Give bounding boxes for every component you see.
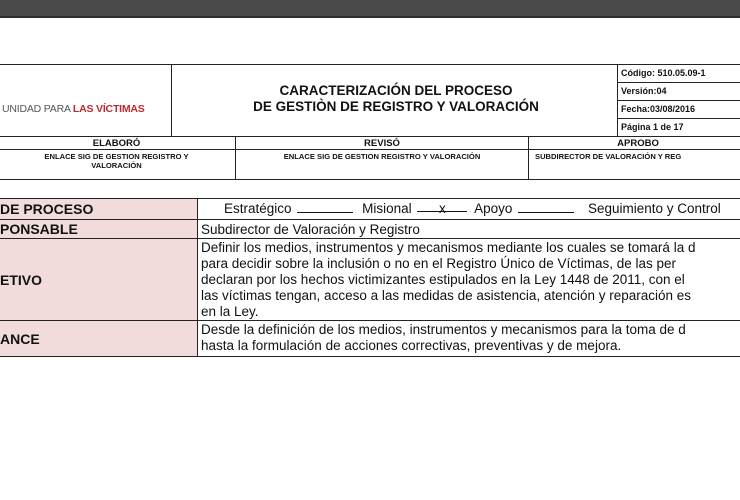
reviso-label: REVISÓ (364, 138, 400, 149)
objetivo-line-3: declaran por los hechos victimizantes estipulados en la Ley 1448 de 2011, con el (201, 272, 685, 287)
tipo-proceso-label: DE PROCESO (0, 198, 198, 220)
alcance-label: ANCE (0, 320, 198, 357)
logo-text-unidad: UNIDAD PARA (2, 103, 73, 115)
reviso-value: ENLACE SIG DE GESTION REGISTRO Y VALORACIÓN (283, 152, 481, 161)
document-title (175, 83, 617, 115)
aprobo-label: APROBO (617, 138, 659, 149)
pagina-cell: Página 1 de 17 (617, 118, 740, 137)
objetivo-line-4: las víctimas tengan, acceso a las medidas de asistencia, atención y reparación es (201, 288, 692, 303)
elaboro-cell (0, 136, 236, 180)
misional-blank (417, 199, 467, 216)
apoyo-blank (518, 200, 574, 213)
document-title-line-2: DE GESTIÒN DE REGISTRO Y VALORACIÓN (253, 99, 539, 114)
option-misional: Misional (362, 201, 412, 216)
elaboro-label: ELABORÓ (92, 138, 141, 149)
elaboro-value-line-2: VALORACIÓN (91, 161, 142, 170)
elaboro-value-line-1: ENLACE SIG DE GESTION REGISTRO Y (44, 152, 189, 161)
unidad-victimas-logo (2, 103, 145, 115)
fecha-cell: Fecha:03/08/2016 (617, 100, 740, 119)
tipo-proceso-options (197, 198, 740, 220)
responsable-value: Subdirector de Valoración y Registro (197, 219, 740, 239)
document-title-line-1: CARACTERIZACIÓN DEL PROCESO (279, 83, 513, 98)
objetivo-line-2: para decidir sobre la inclusión o no en el Registro Único de Víctimas, de las per (201, 256, 676, 271)
aprobo-value: SUBDIRECTOR DE VALORACIÓN Y REG (535, 152, 682, 161)
option-estrategico: Estratégico (224, 201, 292, 216)
misional-mark: x (439, 201, 446, 216)
reviso-cell (235, 136, 529, 180)
aprobo-cell (528, 136, 740, 180)
alcance-line-2: hasta la formulación de acciones correctivas, preventivas y de mejora. (201, 338, 622, 353)
viewer-top-bar (0, 0, 740, 18)
option-apoyo: Apoyo (474, 201, 513, 216)
option-seguimiento: Seguimiento y Control (587, 201, 721, 216)
alcance-value (197, 320, 740, 357)
responsable-label: PONSABLE (0, 219, 198, 239)
header-logo-cell (0, 64, 172, 137)
logo-text-victimas: LAS VÍCTIMAS (72, 103, 145, 115)
version-cell: Versión:04 (617, 82, 740, 101)
objetivo-value (197, 238, 740, 321)
objetivo-line-5: en la Ley. (201, 304, 259, 319)
alcance-line-1: Desde la definición de los medios, instrumentos y mecanismos para la toma de d (201, 322, 686, 337)
estrategico-blank (297, 200, 353, 213)
objetivo-label: ETIVO (0, 238, 198, 321)
objetivo-line-1: Definir los medios, instrumentos y mecanismos mediante los cuales se tomará la d (201, 240, 696, 255)
codigo-cell: Código: 510.05.09-1 (617, 64, 740, 83)
